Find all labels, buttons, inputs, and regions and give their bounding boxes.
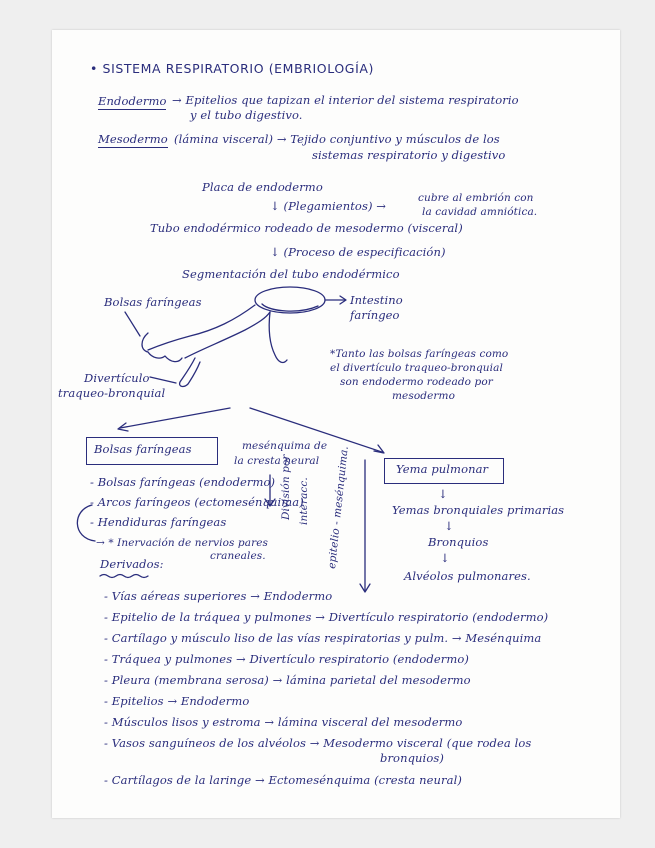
branch-arrow-left	[120, 408, 230, 428]
division-note-2: interacc.	[298, 477, 310, 525]
mesodermo-definition-1: (lámina visceral) → Tejido conjuntivo y músculos de los	[174, 132, 500, 146]
diverticulo-shape	[180, 358, 200, 386]
derivados-heading: Derivados:	[100, 557, 164, 571]
tubo-endodermico: Tubo endodérmico rodeado de mesodermo (visceral)	[150, 221, 463, 235]
endodermo-definition-2: y el tubo digestivo.	[190, 108, 303, 122]
yema-arrow-3: ↓	[440, 551, 450, 565]
diverticulo-label-2: traqueo-bronquial	[58, 386, 166, 400]
derivado-5: - Pleura (membrana serosa) → lámina parietal del mesodermo	[104, 673, 471, 687]
intestino-label-2: faríngeo	[350, 308, 400, 322]
derivado-8: - Vasos sanguíneos de los alvéolos → Mesodermo visceral (que rodea los	[104, 736, 532, 750]
derivado-6: - Epitelios → Endodermo	[104, 694, 250, 708]
yemas-bronquiales: Yemas bronquiales primarias	[392, 503, 565, 517]
mesenquima-label-2: la cresta neural	[234, 455, 320, 467]
left-item-2: - Arcos faríngeos (ectomesénquima)	[90, 495, 304, 509]
derivado-1: - Vías aéreas superiores → Endodermo	[104, 589, 333, 603]
left-item-1: - Bolsas faríngeas (endodermo)	[90, 475, 276, 489]
mesenquima-label-1: mesénquima de	[242, 440, 328, 452]
cubre-line-1: cubre al embrión con	[418, 192, 534, 204]
division-note-1: División por	[280, 454, 292, 520]
derivado-4: - Tráquea y pulmones → Divertículo respiratorio (endodermo)	[104, 652, 469, 666]
derivado-2: - Epitelio de la tráquea y pulmones → Divertículo respiratorio (endodermo)	[104, 610, 549, 624]
plegamientos-step: ↓ (Plegamientos) →	[270, 199, 387, 213]
bolsas-outline-top	[148, 305, 255, 350]
yema-box-label: Yema pulmonar	[396, 462, 489, 476]
left-item-3: - Hendiduras faríngeas	[90, 515, 227, 529]
inervacion-line-1: → * Inervación de nervios pares	[96, 537, 269, 549]
diverticulo-pointer	[150, 377, 176, 383]
bolsas-pouches	[142, 333, 182, 362]
proceso-especificacion: ↓ (Proceso de especificación)	[270, 245, 446, 259]
diverticulo-label-1: Divertículo	[84, 371, 150, 385]
diagram-note-1: *Tanto las bolsas faríngeas como	[330, 348, 509, 360]
derivado-7: - Músculos lisos y estroma → lámina visceral del mesodermo	[104, 715, 463, 729]
cubre-line-2: la cavidad amniótica.	[422, 206, 538, 218]
division-note-3: epitelio - mesénquima.	[326, 445, 351, 570]
derivados-underline	[100, 575, 148, 578]
segmentacion-heading: Segmentación del tubo endodérmico	[182, 267, 400, 281]
mesodermo-definition-2: sistemas respiratorio y digestivo	[312, 148, 506, 162]
bolsas-box-label: Bolsas faríngeas	[94, 442, 192, 456]
bolsas-outline-bottom	[185, 312, 270, 358]
alveolos: Alvéolos pulmonares.	[404, 569, 531, 583]
derivado-9: - Cartílagos de la laringe → Ectomesénquima (cresta neural)	[104, 773, 462, 787]
diagram-note-2: el divertículo traqueo-bronquial	[330, 362, 503, 374]
yema-arrow-1: ↓	[438, 487, 448, 501]
derivado-8-continued: bronquios)	[380, 751, 444, 765]
branch-arrowhead-right	[374, 445, 384, 453]
endodermo-term: Endodermo	[98, 94, 167, 108]
intestino-label-1: Intestino	[350, 293, 403, 307]
intestino-faringeo-shape	[255, 287, 325, 313]
bolsas-faringeas-label: Bolsas faríngeas	[104, 295, 202, 309]
inervacion-line-2: craneales.	[210, 550, 266, 562]
diagram-note-3: son endodermo rodeado por	[340, 376, 493, 388]
yema-arrow-2: ↓	[444, 519, 454, 533]
endodermo-definition-1: → Epitelios que tapizan el interior del sistema respiratorio	[172, 93, 519, 107]
esophagus-line	[269, 312, 287, 362]
diagram-note-4: mesodermo	[392, 390, 456, 402]
bronquios: Bronquios	[428, 535, 489, 549]
derivado-3: - Cartílago y músculo liso de las vías respiratorias y pulm. → Mesénquima	[104, 631, 542, 645]
mesodermo-term: Mesodermo	[98, 132, 168, 146]
placa-endodermo: Placa de endodermo	[202, 180, 323, 194]
page-title: • SISTEMA RESPIRATORIO (EMBRIOLOGÍA)	[90, 61, 375, 76]
intestino-inner-line	[262, 304, 318, 311]
bolsas-pointer	[125, 312, 140, 336]
